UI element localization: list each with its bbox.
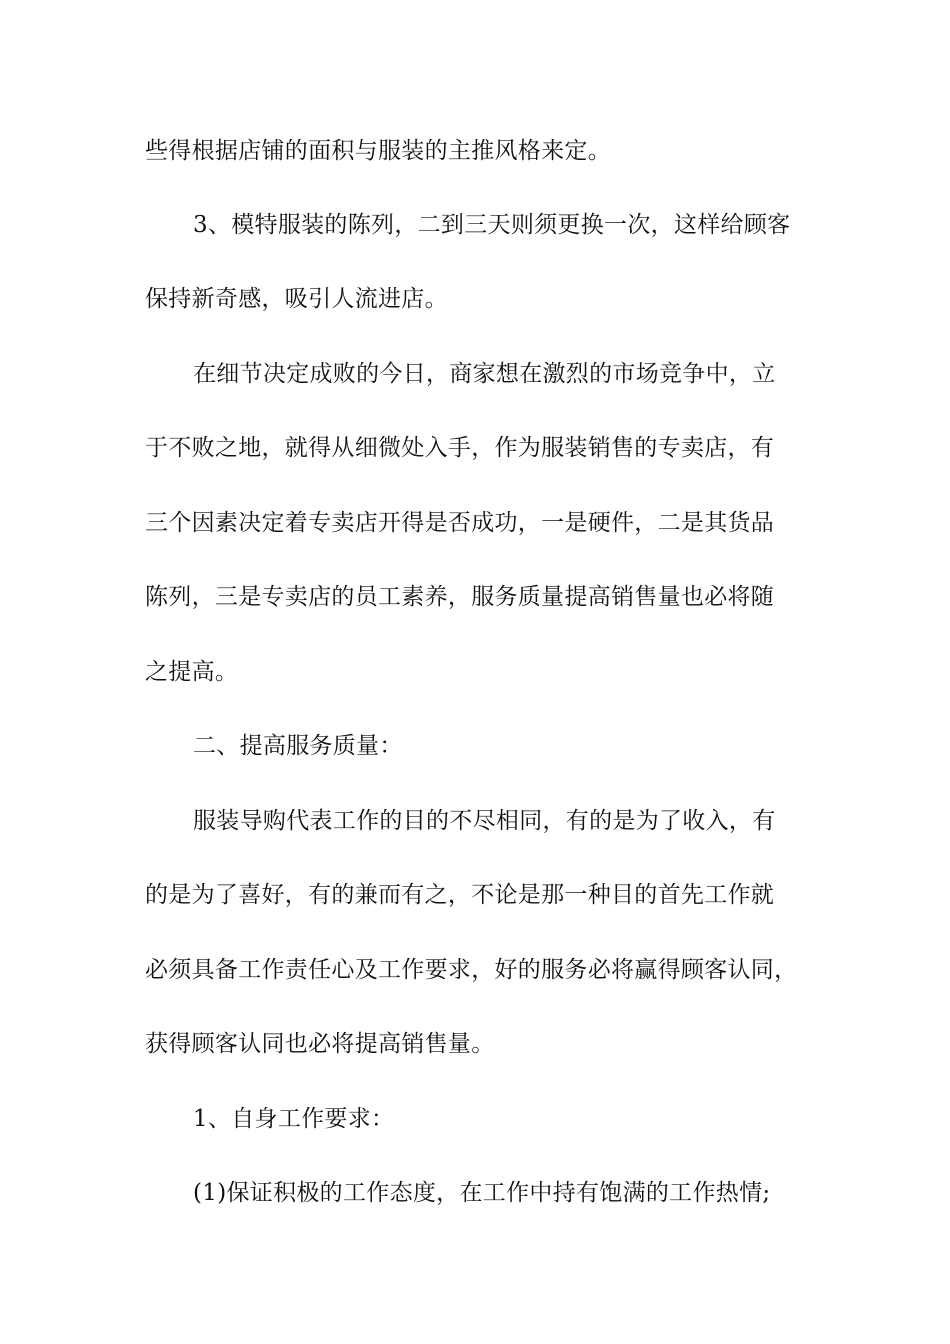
text-line-5: 于不败之地，就得从细微处入手，作为服装销售的专卖店，有	[145, 435, 775, 461]
text-line-12: 必须具备工作责任心及工作要求，好的服务必将赢得顾客认同，	[145, 957, 798, 983]
text-line-15: (1)保证积极的工作态度，在工作中持有饱满的工作热情;	[193, 1180, 771, 1206]
text-line-8: 之提高。	[145, 659, 239, 685]
text-line-1: 些得根据店铺的面积与服装的主推风格来定。	[145, 138, 611, 164]
text-line-7: 陈列，三是专卖店的员工素养，服务质量提高销售量也必将随	[145, 584, 775, 610]
text-line-13: 获得顾客认同也必将提高销售量。	[145, 1031, 495, 1057]
text-line-4: 在细节决定成败的今日，商家想在激烈的市场竞争中，立	[193, 361, 776, 387]
text-line-3: 保持新奇感，吸引人流进店。	[145, 286, 448, 312]
subsection-heading: 1、自身工作要求：	[193, 1106, 395, 1132]
text-line-10: 服装导购代表工作的目的不尽相同，有的是为了收入，有	[193, 808, 776, 834]
text-line-6: 三个因素决定着专卖店开得是否成功，一是硬件，二是其货品	[145, 510, 775, 536]
section-heading: 二、提高服务质量：	[193, 733, 403, 759]
text-line-2: 3、模特服装的陈列，二到三天则须更换一次，这样给顾客	[193, 212, 791, 238]
text-line-11: 的是为了喜好，有的兼而有之，不论是那一种目的首先工作就	[145, 882, 775, 908]
